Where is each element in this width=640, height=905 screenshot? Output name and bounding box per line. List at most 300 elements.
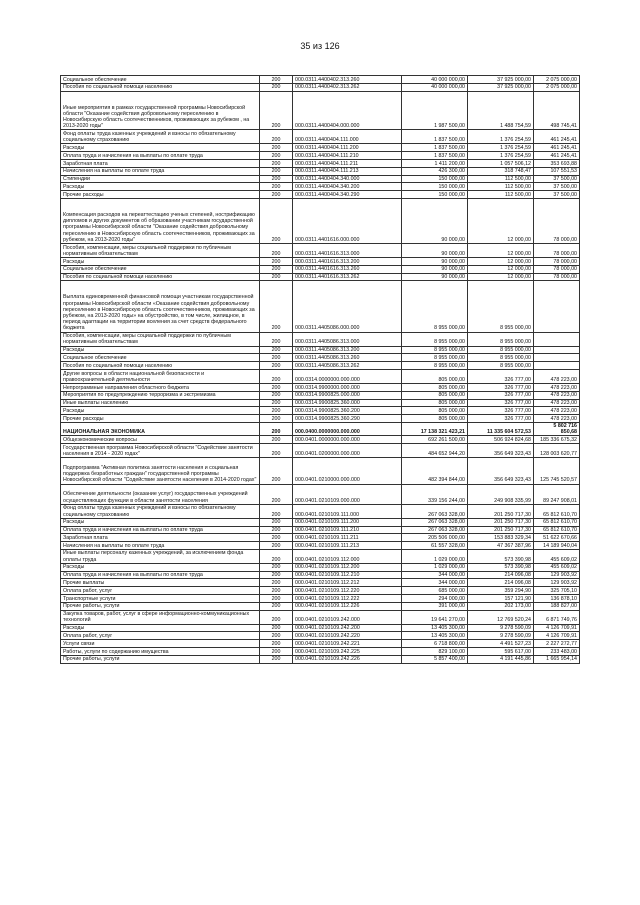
row-name: Иные выплаты населению (61, 399, 260, 407)
table-row (61, 610, 580, 624)
row-planned: 685 000,00 (402, 587, 468, 595)
row-name: Прочие работы, услуги (61, 655, 260, 663)
row-remaining: 2 227 272,77 (534, 640, 580, 648)
row-budget-code: 000.0401.0210109.112.200 (293, 563, 402, 571)
row-remaining: 6 871 749,76 (534, 610, 580, 624)
row-name: Непрограммные направления областного бюджета (61, 383, 260, 391)
row-code: 200 (260, 610, 293, 624)
row-name: Пособия по социальной помощи населению (61, 83, 260, 91)
row-name: Расходы (61, 144, 260, 152)
row-budget-code: 000.0311.4400404.000.000 (293, 91, 402, 130)
row-code: 200 (260, 144, 293, 152)
row-executed: 359 294,90 (468, 587, 534, 595)
row-executed: 12 769 520,24 (468, 610, 534, 624)
table-row (61, 542, 580, 550)
table-row (61, 526, 580, 534)
table-row (61, 407, 580, 415)
row-budget-code: 000.0401.0210109.112.000 (293, 549, 402, 563)
row-budget-code: 000.0401.0210109.242.220 (293, 632, 402, 640)
row-executed: 595 617,00 (468, 648, 534, 656)
row-planned: 344 000,00 (402, 579, 468, 587)
table-row (61, 436, 580, 444)
row-name: Фонд оплаты труда казенных учреждений и взносы по обязательному социальному страхованию (61, 130, 260, 144)
row-planned: 90 000,00 (402, 257, 468, 265)
row-executed: 201 250 717,30 (468, 526, 534, 534)
row-remaining (534, 346, 580, 354)
row-remaining: 4 126 709,91 (534, 624, 580, 632)
row-budget-code: 000.0314.9900825.360.290 (293, 415, 402, 423)
row-planned: 13 405 300,00 (402, 632, 468, 640)
row-code: 200 (260, 130, 293, 144)
row-code: 200 (260, 183, 293, 191)
row-budget-code: 000.0311.4405086.313.260 (293, 354, 402, 362)
row-name: Расходы (61, 518, 260, 526)
table-row (61, 655, 580, 663)
row-code: 200 (260, 436, 293, 444)
row-planned: 692 261 500,00 (402, 436, 468, 444)
table-row (61, 76, 580, 84)
table-row (61, 167, 580, 175)
row-planned: 90 000,00 (402, 273, 468, 281)
row-budget-code: 000.0311.4405086.313.200 (293, 346, 402, 354)
row-executed: 214 096,08 (468, 571, 534, 579)
table-row (61, 518, 580, 526)
row-remaining: 65 812 610,70 (534, 504, 580, 518)
row-code: 200 (260, 257, 293, 265)
row-name: Услуги связи (61, 640, 260, 648)
row-code: 200 (260, 91, 293, 130)
row-name: НАЦИОНАЛЬНАЯ ЭКОНОМИКА (61, 422, 260, 435)
row-name: Заработная плата (61, 159, 260, 167)
row-name: Стипендии (61, 175, 260, 183)
row-planned: 6 718 800,00 (402, 640, 468, 648)
table-row (61, 602, 580, 610)
row-budget-code: 000.0401.0210109.111.000 (293, 504, 402, 518)
row-code: 200 (260, 534, 293, 542)
table-row (61, 391, 580, 399)
row-remaining: 37 500,00 (534, 191, 580, 199)
table-row (61, 422, 580, 435)
table-row (61, 281, 580, 332)
row-planned: 482 394 844,00 (402, 458, 468, 484)
row-name: Обеспечение деятельности (оказание услуг) государственных учреждений осуществляющих функции в области занятости населения (61, 484, 260, 504)
row-planned: 339 156 244,00 (402, 484, 468, 504)
row-planned: 150 000,00 (402, 191, 468, 199)
table-row (61, 383, 580, 391)
row-code: 200 (260, 602, 293, 610)
row-budget-code: 000.0401.0210109.111.200 (293, 518, 402, 526)
row-remaining: 353 693,88 (534, 159, 580, 167)
row-budget-code: 000.0311.4405086.313.262 (293, 362, 402, 370)
row-budget-code: 000.0401.0210109.242.200 (293, 624, 402, 632)
row-budget-code: 000.0401.0210000.000.000 (293, 458, 402, 484)
row-code: 200 (260, 504, 293, 518)
row-name: Подпрограмма "Активная политика занятости населения и социальная поддержка безработных граждан" государственной программы Новосибирской области "Содействие занятости населения в 2014-2020 годах" (61, 458, 260, 484)
row-name: Транспортные услуги (61, 595, 260, 603)
row-executed: 153 883 329,34 (468, 534, 534, 542)
table-row (61, 504, 580, 518)
row-executed: 214 096,08 (468, 579, 534, 587)
row-code: 200 (260, 648, 293, 656)
row-executed: 326 777,00 (468, 369, 534, 383)
row-executed: 8 955 000,00 (468, 332, 534, 346)
row-name: Социальное обеспечение (61, 354, 260, 362)
row-remaining: 5 802 716 850,68 (534, 422, 580, 435)
row-code: 200 (260, 332, 293, 346)
row-executed: 356 649 323,43 (468, 458, 534, 484)
row-budget-code: 000.0401.0210109.242.225 (293, 648, 402, 656)
row-budget-code: 000.0311.4400404.340.290 (293, 191, 402, 199)
row-name: Прочие работы, услуги (61, 602, 260, 610)
table-row (61, 444, 580, 458)
row-code: 200 (260, 415, 293, 423)
row-executed: 112 500,00 (468, 175, 534, 183)
table-row (61, 183, 580, 191)
row-remaining: 78 000,00 (534, 257, 580, 265)
row-budget-code: 000.0401.0210109.112.222 (293, 595, 402, 603)
row-budget-code: 000.0311.4400402.313.262 (293, 83, 402, 91)
row-planned: 1 987 500,00 (402, 91, 468, 130)
row-code: 200 (260, 595, 293, 603)
row-code: 200 (260, 281, 293, 332)
row-code: 200 (260, 383, 293, 391)
row-code: 200 (260, 587, 293, 595)
row-executed: 12 000,00 (468, 198, 534, 243)
row-budget-code: 000.0401.0210109.000.000 (293, 484, 402, 504)
row-code: 200 (260, 549, 293, 563)
table-row (61, 332, 580, 346)
row-planned: 344 000,00 (402, 571, 468, 579)
row-name: Общеэкономические вопросы (61, 436, 260, 444)
row-budget-code: 000.0311.4400404.111.200 (293, 144, 402, 152)
row-code: 200 (260, 640, 293, 648)
row-budget-code: 000.0311.4400404.111.210 (293, 152, 402, 160)
table-row (61, 198, 580, 243)
row-planned: 1 029 000,00 (402, 563, 468, 571)
row-budget-code: 000.0401.0210109.112.226 (293, 602, 402, 610)
table-row (61, 549, 580, 563)
row-code: 200 (260, 563, 293, 571)
row-code: 200 (260, 346, 293, 354)
row-remaining: 455 609,02 (534, 549, 580, 563)
row-code: 200 (260, 526, 293, 534)
row-name: Расходы (61, 346, 260, 354)
row-executed: 9 278 590,09 (468, 624, 534, 632)
row-budget-code: 000.0314.0000000.000.000 (293, 369, 402, 383)
row-code: 200 (260, 458, 293, 484)
row-budget-code: 000.0314.9900825.360.000 (293, 399, 402, 407)
row-budget-code: 000.0314.9900825.360.200 (293, 407, 402, 415)
row-remaining: 4 126 709,91 (534, 632, 580, 640)
row-code: 200 (260, 407, 293, 415)
row-planned: 8 955 000,00 (402, 332, 468, 346)
row-remaining: 78 000,00 (534, 243, 580, 257)
row-planned: 1 837 500,00 (402, 130, 468, 144)
table-row (61, 571, 580, 579)
table-row (61, 159, 580, 167)
row-code: 200 (260, 655, 293, 663)
row-budget-code: 000.0401.0000000.000.000 (293, 436, 402, 444)
row-executed: 356 649 323,43 (468, 444, 534, 458)
row-executed: 201 250 717,30 (468, 518, 534, 526)
row-name: Закупка товаров, работ, услуг в сфере информационно-коммуникационных технологий (61, 610, 260, 624)
row-code: 200 (260, 571, 293, 579)
row-executed: 112 500,00 (468, 191, 534, 199)
row-planned: 267 063 328,00 (402, 526, 468, 534)
row-code: 200 (260, 83, 293, 91)
row-budget-code: 000.0311.4401616.313.000 (293, 243, 402, 257)
row-planned: 391 000,00 (402, 602, 468, 610)
row-code: 200 (260, 362, 293, 370)
row-planned: 805 000,00 (402, 399, 468, 407)
table-row (61, 152, 580, 160)
table-row (61, 346, 580, 354)
table-row (61, 362, 580, 370)
row-name: Прочие выплаты (61, 579, 260, 587)
row-executed: 201 250 717,30 (468, 504, 534, 518)
row-budget-code: 000.0401.0210109.242.000 (293, 610, 402, 624)
row-executed: 506 924 824,68 (468, 436, 534, 444)
row-planned: 1 029 000,00 (402, 549, 468, 563)
row-budget-code: 000.0311.4405086.313.000 (293, 332, 402, 346)
row-planned: 267 063 328,00 (402, 504, 468, 518)
row-remaining (534, 332, 580, 346)
row-remaining: 478 223,00 (534, 383, 580, 391)
row-planned: 8 955 000,00 (402, 346, 468, 354)
row-planned: 90 000,00 (402, 198, 468, 243)
row-name: Компенсация расходов на переаттестацию ученых степеней, нострификацию дипломов и других документов об образовании участникам государственной программы Новосибирской области "Оказание содействия добровольному переселению в Новосибирскую область соотечественников, проживающих за рубежом, на 2013-2020 годы" (61, 198, 260, 243)
row-budget-code: 000.0311.4401616.313.260 (293, 265, 402, 273)
row-executed: 8 955 000,00 (468, 346, 534, 354)
row-code: 200 (260, 273, 293, 281)
budget-execution-table (60, 75, 580, 664)
row-budget-code: 000.0311.4405086.000.000 (293, 281, 402, 332)
row-planned: 17 138 321 423,21 (402, 422, 468, 435)
table-row (61, 144, 580, 152)
row-name: Расходы (61, 624, 260, 632)
row-remaining: 37 500,00 (534, 183, 580, 191)
row-planned: 8 955 000,00 (402, 354, 468, 362)
row-budget-code: 000.0311.4401616.313.262 (293, 273, 402, 281)
row-executed: 318 748,47 (468, 167, 534, 175)
row-name: Социальное обеспечение (61, 76, 260, 84)
row-budget-code: 000.0400.0000000.000.000 (293, 422, 402, 435)
row-name: Пособия, компенсации, меры социальной поддержки по публичным нормативным обязательствам (61, 243, 260, 257)
row-executed: 11 335 604 572,53 (468, 422, 534, 435)
row-remaining: 78 000,00 (534, 273, 580, 281)
row-remaining: 185 336 675,32 (534, 436, 580, 444)
table-row (61, 534, 580, 542)
row-remaining: 478 223,00 (534, 369, 580, 383)
row-code: 200 (260, 422, 293, 435)
table-row (61, 399, 580, 407)
row-remaining: 78 000,00 (534, 265, 580, 273)
row-executed: 1 057 506,12 (468, 159, 534, 167)
row-budget-code: 000.0401.0210109.242.221 (293, 640, 402, 648)
row-remaining (534, 354, 580, 362)
row-code: 200 (260, 159, 293, 167)
row-planned: 294 000,00 (402, 595, 468, 603)
row-remaining: 455 609,02 (534, 563, 580, 571)
row-executed: 8 955 000,00 (468, 354, 534, 362)
row-name: Иные мероприятия в рамках государственной программы Новосибирской области "Оказание содействия добровольному переселению в Новосибирскую область соотечественников, проживающих за рубежом , на 2013-2020 годы" (61, 91, 260, 130)
row-planned: 829 100,00 (402, 648, 468, 656)
row-budget-code: 000.0314.9900825.000.000 (293, 391, 402, 399)
row-executed: 1 376 254,59 (468, 152, 534, 160)
row-budget-code: 000.0311.4401616.313.200 (293, 257, 402, 265)
table-row (61, 587, 580, 595)
row-remaining: 65 812 610,70 (534, 526, 580, 534)
row-planned: 426 300,00 (402, 167, 468, 175)
row-name: Оплата работ, услуг (61, 587, 260, 595)
row-planned: 1 837 500,00 (402, 144, 468, 152)
row-name: Оплата труда и начисления на выплаты по оплате труда (61, 526, 260, 534)
table-row (61, 595, 580, 603)
row-executed: 157 121,90 (468, 595, 534, 603)
row-planned: 805 000,00 (402, 391, 468, 399)
row-remaining (534, 281, 580, 332)
table-row (61, 648, 580, 656)
row-planned: 8 955 000,00 (402, 281, 468, 332)
row-budget-code: 000.0311.4400404.340.200 (293, 183, 402, 191)
row-code: 200 (260, 191, 293, 199)
row-planned: 484 652 944,20 (402, 444, 468, 458)
row-executed: 37 925 000,00 (468, 76, 534, 84)
row-remaining: 2 075 000,00 (534, 83, 580, 91)
row-remaining: 233 483,00 (534, 648, 580, 656)
row-name: Расходы (61, 183, 260, 191)
row-remaining: 128 003 620,77 (534, 444, 580, 458)
row-name: Пособия по социальной помощи населению (61, 362, 260, 370)
row-remaining: 129 903,92 (534, 571, 580, 579)
row-name: Иные выплаты персоналу казенных учреждений, за исключением фонда оплаты труда (61, 549, 260, 563)
row-code: 200 (260, 632, 293, 640)
row-code: 200 (260, 175, 293, 183)
row-executed: 8 955 000,00 (468, 281, 534, 332)
row-planned: 40 000 000,00 (402, 83, 468, 91)
row-name: Заработная плата (61, 534, 260, 542)
table-row (61, 563, 580, 571)
row-planned: 13 405 300,00 (402, 624, 468, 632)
row-planned: 1 411 200,00 (402, 159, 468, 167)
row-budget-code: 000.0401.0210109.112.210 (293, 571, 402, 579)
row-name: Мероприятия по предупреждению терроризма и экстремизма (61, 391, 260, 399)
row-planned: 805 000,00 (402, 369, 468, 383)
row-executed: 1 488 754,59 (468, 91, 534, 130)
row-name: Расходы (61, 407, 260, 415)
row-remaining: 37 500,00 (534, 175, 580, 183)
row-remaining: 478 223,00 (534, 399, 580, 407)
row-name: Социальное обеспечение (61, 265, 260, 273)
row-code: 200 (260, 579, 293, 587)
row-remaining: 65 812 610,70 (534, 518, 580, 526)
row-budget-code: 000.0401.0210109.242.226 (293, 655, 402, 663)
table-row (61, 265, 580, 273)
row-executed: 112 500,00 (468, 183, 534, 191)
row-remaining: 51 622 670,66 (534, 534, 580, 542)
row-remaining: 136 878,10 (534, 595, 580, 603)
row-budget-code: 000.0311.4400404.340.000 (293, 175, 402, 183)
row-remaining: 14 189 940,04 (534, 542, 580, 550)
row-planned: 8 955 000,00 (402, 362, 468, 370)
row-remaining: 1 665 954,14 (534, 655, 580, 663)
table-row (61, 579, 580, 587)
row-budget-code: 000.0314.9900000.000.000 (293, 383, 402, 391)
page-number: 35 из 126 (300, 41, 340, 51)
row-remaining: 129 903,92 (534, 579, 580, 587)
table-row (61, 640, 580, 648)
row-name: Оплата работ, услуг (61, 632, 260, 640)
row-code: 200 (260, 624, 293, 632)
row-planned: 1 837 500,00 (402, 152, 468, 160)
row-name: Пособия, компенсации, меры социальной поддержки по публичным нормативным обязательствам (61, 332, 260, 346)
row-executed: 9 278 590,09 (468, 632, 534, 640)
row-executed: 326 777,00 (468, 415, 534, 423)
row-budget-code: 000.0401.0210109.111.213 (293, 542, 402, 550)
row-planned: 805 000,00 (402, 383, 468, 391)
row-executed: 573 390,98 (468, 563, 534, 571)
row-code: 200 (260, 518, 293, 526)
row-code: 200 (260, 76, 293, 84)
row-executed: 4 191 445,86 (468, 655, 534, 663)
table-row (61, 484, 580, 504)
table-row (61, 632, 580, 640)
row-remaining: 498 745,41 (534, 91, 580, 130)
row-remaining: 125 745 520,57 (534, 458, 580, 484)
row-executed: 37 925 000,00 (468, 83, 534, 91)
row-remaining: 107 551,53 (534, 167, 580, 175)
row-budget-code: 000.0311.4400402.313.260 (293, 76, 402, 84)
row-name: Оплата труда и начисления на выплаты по оплате труда (61, 152, 260, 160)
row-remaining: 2 075 000,00 (534, 76, 580, 84)
row-remaining: 461 245,41 (534, 130, 580, 144)
row-budget-code: 000.0401.0210109.111.210 (293, 526, 402, 534)
row-name: Начисления на выплаты по оплате труда (61, 542, 260, 550)
row-name: Фонд оплаты труда казенных учреждений и взносы по обязательному социальному страхованию (61, 504, 260, 518)
row-code: 200 (260, 152, 293, 160)
row-name: Пособия по социальной помощи населению (61, 273, 260, 281)
row-budget-code: 000.0401.0210109.111.211 (293, 534, 402, 542)
row-executed: 8 955 000,00 (468, 362, 534, 370)
row-code: 200 (260, 354, 293, 362)
row-planned: 90 000,00 (402, 265, 468, 273)
row-planned: 19 641 270,00 (402, 610, 468, 624)
row-remaining: 478 223,00 (534, 415, 580, 423)
row-planned: 805 000,00 (402, 407, 468, 415)
row-name: Другие вопросы в области национальной безопасности и правоохранительной деятельности (61, 369, 260, 383)
row-remaining: 461 245,41 (534, 152, 580, 160)
row-budget-code: 000.0311.4400404.111.211 (293, 159, 402, 167)
row-name: Государственная программа Новосибирской области "Содействие занятости населения в 2014 - 2020 годах" (61, 444, 260, 458)
row-code: 200 (260, 484, 293, 504)
table-row (61, 415, 580, 423)
row-planned: 5 857 400,00 (402, 655, 468, 663)
table-row (61, 175, 580, 183)
row-code: 200 (260, 399, 293, 407)
row-remaining: 89 247 908,01 (534, 484, 580, 504)
row-name: Расходы (61, 563, 260, 571)
row-remaining: 188 827,00 (534, 602, 580, 610)
row-budget-code: 000.0401.0210109.112.220 (293, 587, 402, 595)
row-planned: 267 063 328,00 (402, 518, 468, 526)
table-row (61, 458, 580, 484)
row-remaining: 461 245,41 (534, 144, 580, 152)
row-executed: 326 777,00 (468, 407, 534, 415)
row-executed: 326 777,00 (468, 399, 534, 407)
row-planned: 805 000,00 (402, 415, 468, 423)
row-executed: 1 376 254,59 (468, 144, 534, 152)
row-name: Начисления на выплаты по оплате труда (61, 167, 260, 175)
